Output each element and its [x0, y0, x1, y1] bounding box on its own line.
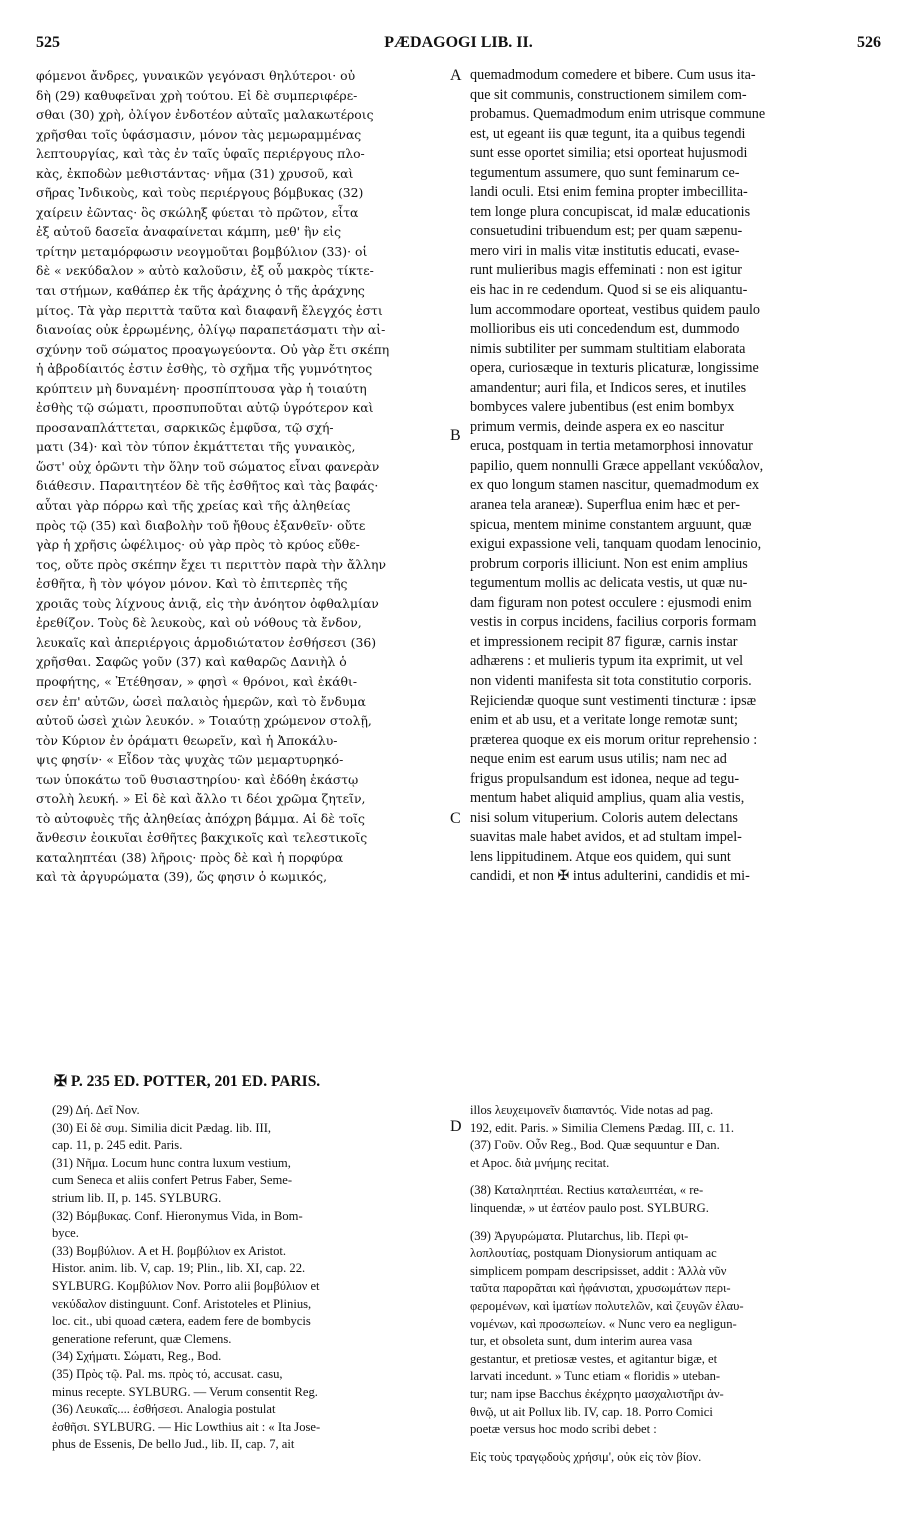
footnote-line: (32) Βόμβυκας. Conf. Hieronymus Vida, in Bom- [52, 1208, 303, 1223]
latin-line: amandentur; auri fila, et Indicos seres, et inutiles [470, 379, 747, 396]
greek-line: ἐσθὴς τῷ σώματι, προσπυποῦται αὐτῷ ὑγρότερον καὶ [36, 400, 374, 416]
footnote-line: νεκύδαλον distinguunt. Conf. Aristoteles et Plinius, [52, 1296, 312, 1311]
greek-line: τὸν Κύριον ἐν ὁράματι θεωρεῖν, καὶ ἡ Ἀποκάλυ- [36, 732, 338, 748]
greek-line: ματι (34)· καὶ τὸν τύπον ἐκμάττεται τῆς γυναικὸς, [36, 439, 356, 455]
latin-line: consuetudini tribuendum est; per quam sæpenu- [470, 223, 743, 240]
footnote-line: linquendæ, » ut ἐατέον paulo post. SYLBURG. [470, 1200, 709, 1215]
footnote-line: gestantur, et pretiosæ vestes, et agitantur bigæ, et [470, 1351, 718, 1366]
footnote-line: strium lib. II, p. 145. SYLBURG. [52, 1190, 222, 1205]
latin-line: præterea quoque ex eis morum oritur reprehensio : [470, 731, 758, 748]
margin-marker-c: C [450, 810, 461, 827]
footnote-line: (39) Ἀργυρώματα. Plutarchus, lib. Περὶ φι- [470, 1228, 689, 1243]
footnotes-right [470, 1102, 884, 1466]
margin-marker-a: A [450, 67, 462, 84]
latin-line: nisi solum vituperium. Coloris autem delectans [470, 809, 738, 826]
latin-text-column [470, 66, 884, 887]
footnote-line [470, 1439, 884, 1449]
greek-line: χαίρειν ἐῶντας· ὃς σκώληξ φύεται τὸ πρῶτον, εἶτα [36, 204, 359, 220]
page-number-right: 526 [857, 34, 881, 51]
page-number-left: 525 [36, 34, 60, 51]
greek-line: τρίτην μεταμόρφωσιν νεογμοῦται βομβύλιον (33)· οἱ [36, 243, 368, 259]
latin-line: et impressionem recipit 87 figuræ, carnis instar [470, 633, 738, 650]
greek-line: διανοίας οὐκ ἐρρωμένης, ὀλίγῳ παραπετάσματι τὴν αἰ- [36, 322, 386, 338]
latin-line: landi oculi. Etsi enim femina propter imbecillita- [470, 184, 748, 201]
greek-line: σχύνην τοῦ σώματος προαγωγεύοντα. Οὐ γὰρ ἔτι σκέπη [36, 341, 390, 357]
latin-line: ex quo longum stamen nascitur, quemadmodum ex [470, 477, 760, 494]
latin-line: sunt esse oportet similia; etsi oporteat hujusmodi [470, 145, 748, 162]
footnote-line: tur, et obsoleta sunt, dum interim aurea vasa [470, 1334, 693, 1349]
latin-line: dam figuram non potest occulere : ejusmodi enim [470, 594, 752, 611]
page-header [36, 34, 881, 56]
latin-line: probrum corporis illiciunt. Non est enim amplius [470, 555, 748, 572]
margin-marker-d: D [450, 1118, 462, 1135]
latin-line: candidi, et non ✠ intus adulterini, candidis et mi- [470, 868, 750, 885]
latin-line: tegumentum assumere, quo sunt feminarum ce- [470, 164, 740, 181]
latin-line: que sit communis, constructionem similem com- [470, 86, 747, 103]
latin-line: mero viri in malis vitæ institutis educati, evase- [470, 242, 740, 259]
footnote-line: (37) Γοῦν. Οὖν Reg., Bod. Quæ sequuntur e Dan. [470, 1138, 720, 1153]
greek-line: χροιᾶς τοὺς λίχνους ἀνιᾷ, εἰς τὴν ἀνόητον ὀφθαλμίαν [36, 595, 379, 611]
greek-line: σεν ἐπ' αὐτῶν, ὡσεὶ παλαιὸς ἡμερῶν, καὶ τὸ ἔνδυμα [36, 693, 366, 709]
latin-line: primum vermis, deinde aspera ex eo nascitur [470, 418, 725, 435]
latin-line: runt mulieribus magis effeminati : non est igitur [470, 262, 743, 279]
greek-line: σῆρας Ἰνδικοὺς, καὶ τοὺς περιέργους βόμβυκας (32) [36, 185, 364, 201]
latin-line: frigus propulsandum est idonea, neque ad tegu- [470, 770, 740, 787]
greek-line: ἄνθεσιν ἐοικυῖαι ἐσθῆτες βακχικοῖς καὶ τελεστικοῖς [36, 830, 368, 846]
margin-marker-b: B [450, 427, 461, 444]
latin-line: enim et ab usu, et a veritate longe remotæ sunt; [470, 712, 738, 729]
greek-line: σθαι (30) χρὴ, ὀλίγον ἐνδοτέον αὐταῖς μαλακωτέροις [36, 107, 374, 123]
footnote-line: poetæ versus hoc modo scribi debet : [470, 1422, 657, 1437]
footnote-line: (35) Πρὸς τῷ. Pal. ms. πρὸς τό, accusat. casu, [52, 1366, 283, 1381]
latin-line: spicua, mentem minime constantem arguunt, quæ [470, 516, 752, 533]
footnote-line: minus recepte. SYLBURG. — Verum consentit Reg. [52, 1384, 318, 1399]
latin-line: probamus. Quemadmodum enim utrisque commune [470, 106, 766, 123]
greek-line: ἡ ἀβροδίαιτός ἐστιν ἐσθὴς, τὸ σχῆμα τῆς γυμνότητος [36, 361, 373, 377]
greek-line: χρῆσθαι. Σαφῶς γοῦν (37) καὶ καθαρῶς Δανιὴλ ὁ [36, 654, 347, 670]
footnote-line: cum Seneca et aliis confert Petrus Faber, Seme- [52, 1173, 293, 1188]
latin-line: quemadmodum comedere et bibere. Cum usus ita- [470, 67, 756, 83]
greek-line: καὶ τὰ ἀργυρώματα (39), ὥς φησιν ὁ κωμικός, [36, 869, 328, 885]
greek-line: προσαναπλάττεται, σαρκικῶς ἐμφῦσα, τῷ σχή- [36, 419, 334, 435]
footnote-line: ταῦτα παρορᾶται καὶ ἠφάνισται, χρυσωμάτων περι- [470, 1281, 731, 1296]
greek-line: ψις φησίν· « Εἶδον τὰς ψυχὰς τῶν μεμαρτυρηκό- [36, 752, 344, 768]
greek-line: των ὑποκάτω τοῦ θυσιαστηρίου· καὶ ἐδόθη ἑκάστῳ [36, 771, 359, 787]
latin-line: lum accommodare oporteat, vestibus quidem paulo [470, 301, 760, 318]
greek-line: κὰς, ἐκποδὼν μεθιστάντας· νῆμα (31) χρυσοῦ, καὶ [36, 165, 354, 181]
footnote-line: (31) Νῆμα. Locum hunc contra luxum vestium, [52, 1155, 291, 1170]
latin-line: neque enim est earum usus utilis; nam nec ad [470, 751, 727, 768]
footnote-line: νομένων, καὶ προσωπείων. « Nunc vero ea negligun- [470, 1316, 737, 1331]
footnote-line: larvati incedunt. » Tunc etiam « floridis » uteban- [470, 1369, 721, 1384]
greek-line: γὰρ ἡ χρῆσις ὠφέλιμος· οὐ γὰρ πρὸς τὸ κρύος εὔθε- [36, 537, 360, 553]
footnote-line: illos λευχειμονεῖν διαπαντός. Vide notas ad pag. [470, 1103, 714, 1117]
latin-line: bombyces valere jubentibus (est enim bombyx [470, 399, 735, 416]
greek-line: πρὸς τῷ (35) καὶ διαβολὴν τοῦ ἤθους ἐξανθεῖν· οὔτε [36, 517, 366, 533]
footnote-line: φερομένων, καὶ ἱματίων πολυτελῶν, καὶ ζευγῶν ἐλαυ- [470, 1298, 744, 1313]
footnote-line: (29) Δή. Δεῖ Nov. [52, 1103, 140, 1117]
footnote-line: (33) Βομβύλιον. A et H. βομβύλιον ex Aristot. [52, 1243, 287, 1258]
footnote-line: Histor. anim. lib. V, cap. 19; Plin., lib. XI, cap. 22. [52, 1261, 306, 1276]
footnote-line: (36) Λευκαῖς.... ἐσθήσεσι. Analogia postulat [52, 1402, 276, 1417]
footnote-line: (38) Καταληπτέαι. Rectius καταλειπτέαι, « re- [470, 1183, 704, 1198]
footnote-line [470, 1172, 884, 1182]
latin-line: tem longe plura concupiscat, id malæ educationis [470, 203, 751, 220]
footnote-line: generatione referunt, quæ Clemens. [52, 1331, 232, 1346]
footnote-line: SYLBURG. Κομβύλιον Nov. Porro alii βομβύλιον et [52, 1278, 320, 1293]
greek-line: αὐτοῦ ὡσεὶ χιὼν λευκόν. » Τοιαύτῃ χρώμενον στολῇ, [36, 713, 372, 729]
greek-line: ὥστ' οὐχ ὁρῶντι τὴν ὅλην τοῦ σώματος εἶναι φανερὰν [36, 458, 380, 474]
latin-line: tegumentum mollis ac delicata vestis, ut quæ nu- [470, 575, 748, 592]
greek-text-column [36, 66, 456, 887]
greek-line: φόμενοι ἄνδρες, γυναικῶν γεγόνασι θηλύτεροι· οὐ [36, 68, 356, 83]
running-title: PÆDAGOGI LIB. II. [384, 34, 533, 51]
greek-line: λευκαῖς καὶ ἀπεριέργοις ἁρμοδιώτατον ἐσθήσεσι (36) [36, 634, 377, 650]
greek-line: χρῆσθαι τοῖς ὑφάσμασιν, μόνον τὰς μεμωραμμένας [36, 126, 362, 142]
latin-line: exigui expassione veli, tanquam quodam lenocinio, [470, 536, 762, 553]
latin-line: mentum habet aliquid amplius, quam alia vestis, [470, 790, 745, 807]
greek-line: καταληπτέαι (38) λῆροις· πρὸς δὲ καὶ ἡ πορφύρα [36, 849, 344, 865]
latin-line: eis hac in re cedendum. Quod si se eis aliquantu- [470, 282, 748, 299]
greek-line: ται στήμων, καθάπερ ἐκ τῆς ἀράχνης ὁ τῆς ἀράχνης [36, 283, 365, 299]
greek-line: ἐξ αὐτοῦ δασεῖα ἀναφαίνεται κάμπη, μεθ' ἣν εἰς [36, 224, 342, 240]
greek-line: στολὴ λευκή. » Εἰ δὲ καὶ ἄλλο τι δέοι χρῶμα ζητεῖν, [36, 791, 366, 807]
greek-line: αὗται γὰρ πόρρω καὶ τῆς χρείας καὶ τῆς ἀληθείας [36, 498, 351, 514]
greek-line: διάθεσιν. Παραιτητέον δὲ τῆς ἐσθῆτος καὶ τὰς βαφάς· [36, 478, 379, 494]
footnote-line: θινῷ, ut ait Pollux lib. IV, cap. 18. Porro Comici [470, 1404, 713, 1419]
latin-line: papilio, quem nonnulli Græce appellant νεκύδαλον, [470, 457, 764, 474]
footnote-line: ἐσθῆσι. SYLBURG. — Hic Lowthius ait : « Ita Jose- [52, 1419, 321, 1434]
footnote-line: Εἰς τοὺς τραγῳδοὺς χρήσιμ', οὐκ εἰς τὸν βίον. [470, 1449, 702, 1464]
footnote-line: (30) Εἰ δὲ συμ. Similia dicit Pædag. lib. III, [52, 1120, 272, 1135]
latin-line: mollioribus eis uti concedendum est, dummodo [470, 321, 740, 338]
greek-line: τος, οὔτε πρὸς σκέπην ἔχει τι περιττὸν παρὰ τὴν ἄλλην [36, 556, 387, 572]
greek-line: ἐρεθίζον. Τοὺς δὲ λευκοὺς, καὶ οὐ νόθους τὰ ἔνδον, [36, 615, 362, 631]
greek-line: κρύπτειν μὴ δυναμένη· προσπίπτουσα γὰρ ἡ τοιαύτη [36, 380, 367, 396]
latin-line: adhærens : et mulieris typum ita exprimit, ut vel [470, 653, 744, 670]
footnote-line: λοπλουτίας, postquam Dionysiorum antiquam ac [470, 1246, 717, 1261]
greek-line: λεπτουργίας, καὶ τὰς ἐν ταῖς ὑφαῖς περιέργους πλο- [36, 146, 365, 162]
greek-line: δὲ « νεκύδαλον » αὐτὸ καλοῦσιν, ἐξ οὗ μακρὸς τίκτε- [36, 263, 374, 279]
latin-line: lens lippitudinem. Atque eos quidem, qui sunt [470, 848, 731, 865]
footnote-line: tur; nam ipse Bacchus ἐκέχρητο μασχαλιστῆρι ἀν- [470, 1386, 724, 1401]
latin-line: est, ut egeant iis quæ tegunt, ita a quibus tegendi [470, 125, 746, 142]
footnote-line: loc. cit., ubi quoad cætera, eadem fere de bombycis [52, 1314, 311, 1329]
greek-line: μίτος. Τὰ γὰρ περιττὰ ταῦτα καὶ διαφανῆ ἔλεγχός ἐστι [36, 302, 383, 318]
latin-line: non videnti manifesta sit tota constitutio corporis. [470, 672, 752, 689]
greek-line: τὸ αὐτοφυὲς τῆς ἀληθείας ἀπόχρη βάμμα. Αἱ δὲ τοῖς [36, 810, 365, 826]
edition-note: ✠ P. 235 ED. POTTER, 201 ED. PARIS. [54, 1073, 321, 1090]
footnote-line: simplicem pompam descripsisset, addit : Ἀλλὰ νῦν [470, 1263, 727, 1278]
footnote-line [470, 1218, 884, 1228]
footnote-line: (34) Σχήματι. Σώματι, Reg., Bod. [52, 1349, 222, 1364]
greek-line: προφήτης, « Ἐτέθησαν, » φησὶ « θρόνοι, καὶ ἐκάθι- [36, 673, 358, 689]
footnote-line: cap. 11, p. 245 edit. Paris. [52, 1138, 183, 1153]
greek-line: ἐσθῆτα, ἢ τὸν ψόγον μόνον. Καὶ τὸ ἐπιτερπὲς τῆς [36, 576, 348, 592]
footnotes-left [52, 1102, 452, 1454]
latin-line: aranea tela araneæ). Superflua enim hæc et per- [470, 497, 740, 514]
latin-line: eruca, postquam in tertia metamorphosi innovatur [470, 438, 753, 455]
latin-line: vestis in corpus incidens, facilius corporis formam [470, 614, 757, 631]
greek-line: δὴ (29) καθυφεῖναι χρὴ τούτου. Εἰ δὲ συμπεριφέρε- [36, 87, 358, 103]
latin-line: opera, curiosæque in texturis plicaturæ, longissime [470, 360, 759, 377]
latin-line: nimis subtiliter per summam stultitiam elaborata [470, 340, 746, 357]
footnote-line: phus de Essenis, De bello Jud., lib. II, cap. 7, ait [52, 1437, 295, 1452]
latin-line: suavitas male habet avidos, et ad stultam impel- [470, 829, 742, 846]
latin-line: Rejiciendæ quoque sunt vestimenti tincturæ : ipsæ [470, 692, 757, 709]
footnote-line: 192, edit. Paris. » Similia Clemens Pædag. III, c. 11. [470, 1120, 734, 1135]
footnote-line: byce. [52, 1226, 79, 1241]
footnote-line: et Apoc. διὰ μνήμης recitat. [470, 1155, 610, 1170]
